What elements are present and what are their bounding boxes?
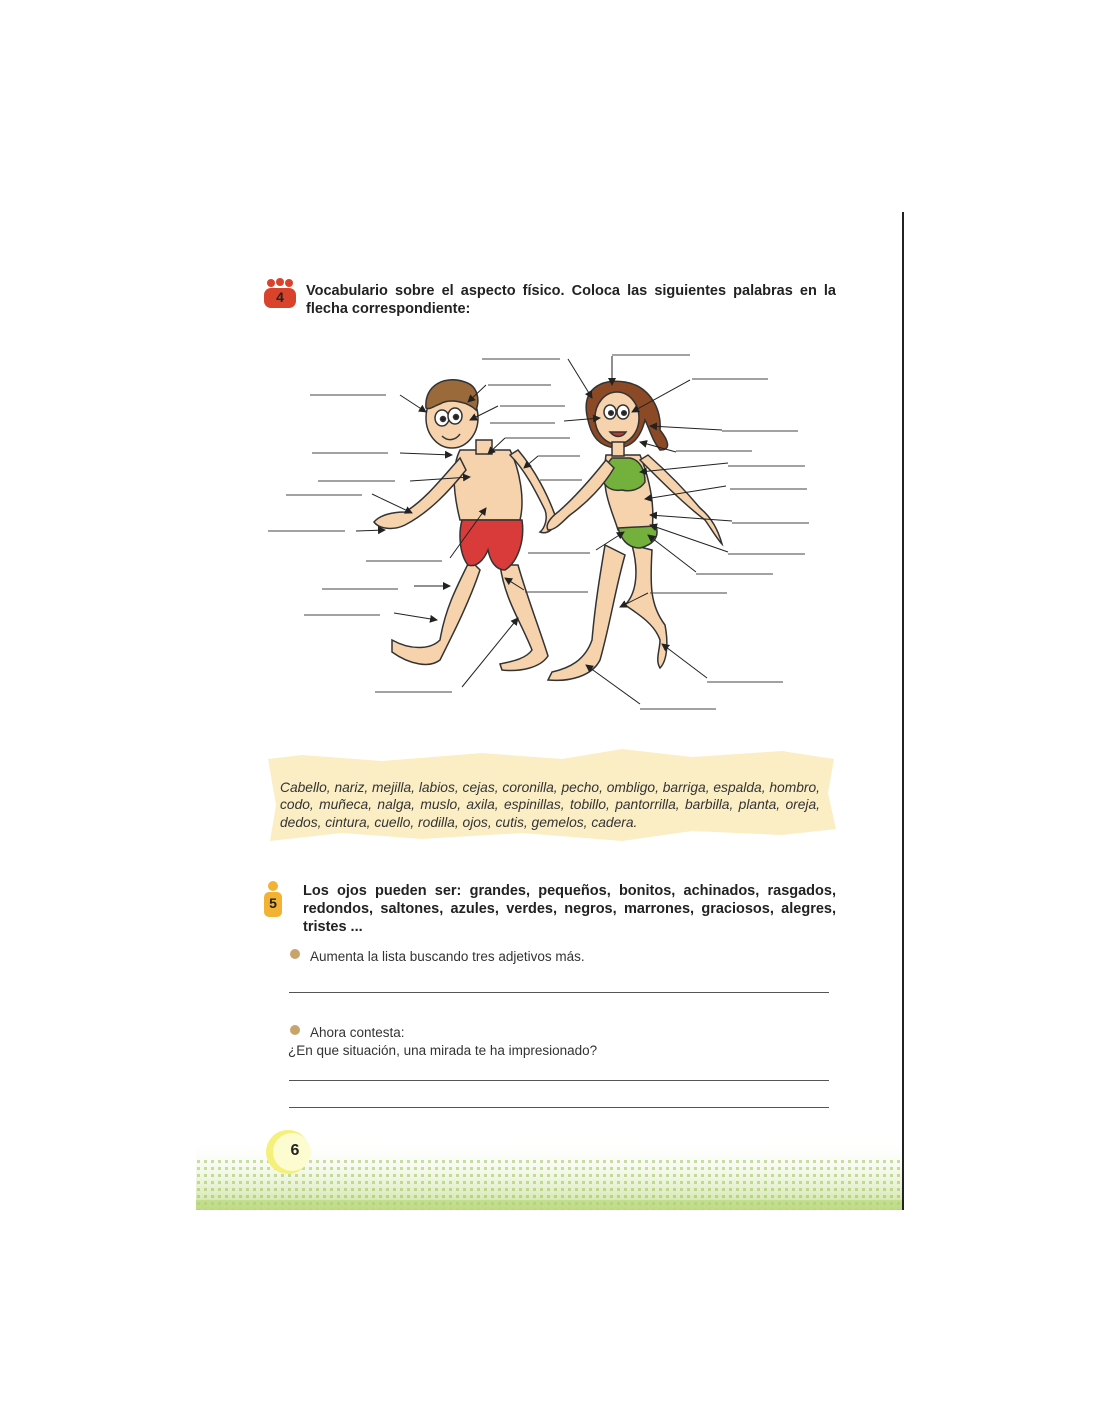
word-bank-text: Cabello, nariz, mejilla, labios, cejas, coronilla, pecho, ombligo, barriga, espalda, hombro, codo, muñeca, nalga, muslo, axila, espinillas, tobillo, pantorrilla, barbilla, planta, oreja, dedos, cintura, cuello, rodilla, ojos, cutis, gemelos, cadera. <box>280 780 820 830</box>
bullet-point-icon <box>290 949 300 959</box>
bullet-point-icon <box>290 1025 300 1035</box>
exercise-4-instruction: Vocabulario sobre el aspecto físico. Coloca las siguientes palabras en la flecha correspondiente: <box>306 283 836 317</box>
task-2-question: ¿En que situación, una mirada te ha impresionado? <box>288 1043 598 1058</box>
exercise-5-instruction: Los ojos pueden ser: grandes, pequeños, bonitos, achinados, rasgados, redondos, saltones, azules, verdes, negros, marrones, graciosos, alegres, tristes ... <box>303 883 836 935</box>
girl-figure <box>547 381 722 680</box>
answer-line-1[interactable] <box>289 992 829 993</box>
exercise-4-number: 4 <box>276 289 284 305</box>
task-1-text: Aumenta la lista buscando tres adjetivos más. <box>310 949 585 964</box>
answer-line-2[interactable] <box>289 1080 829 1081</box>
exercise-5-number: 5 <box>269 895 277 911</box>
answer-line-3[interactable] <box>289 1107 829 1108</box>
task-2-label: Ahora contesta: <box>310 1025 405 1040</box>
page-number: 6 <box>290 1142 300 1159</box>
